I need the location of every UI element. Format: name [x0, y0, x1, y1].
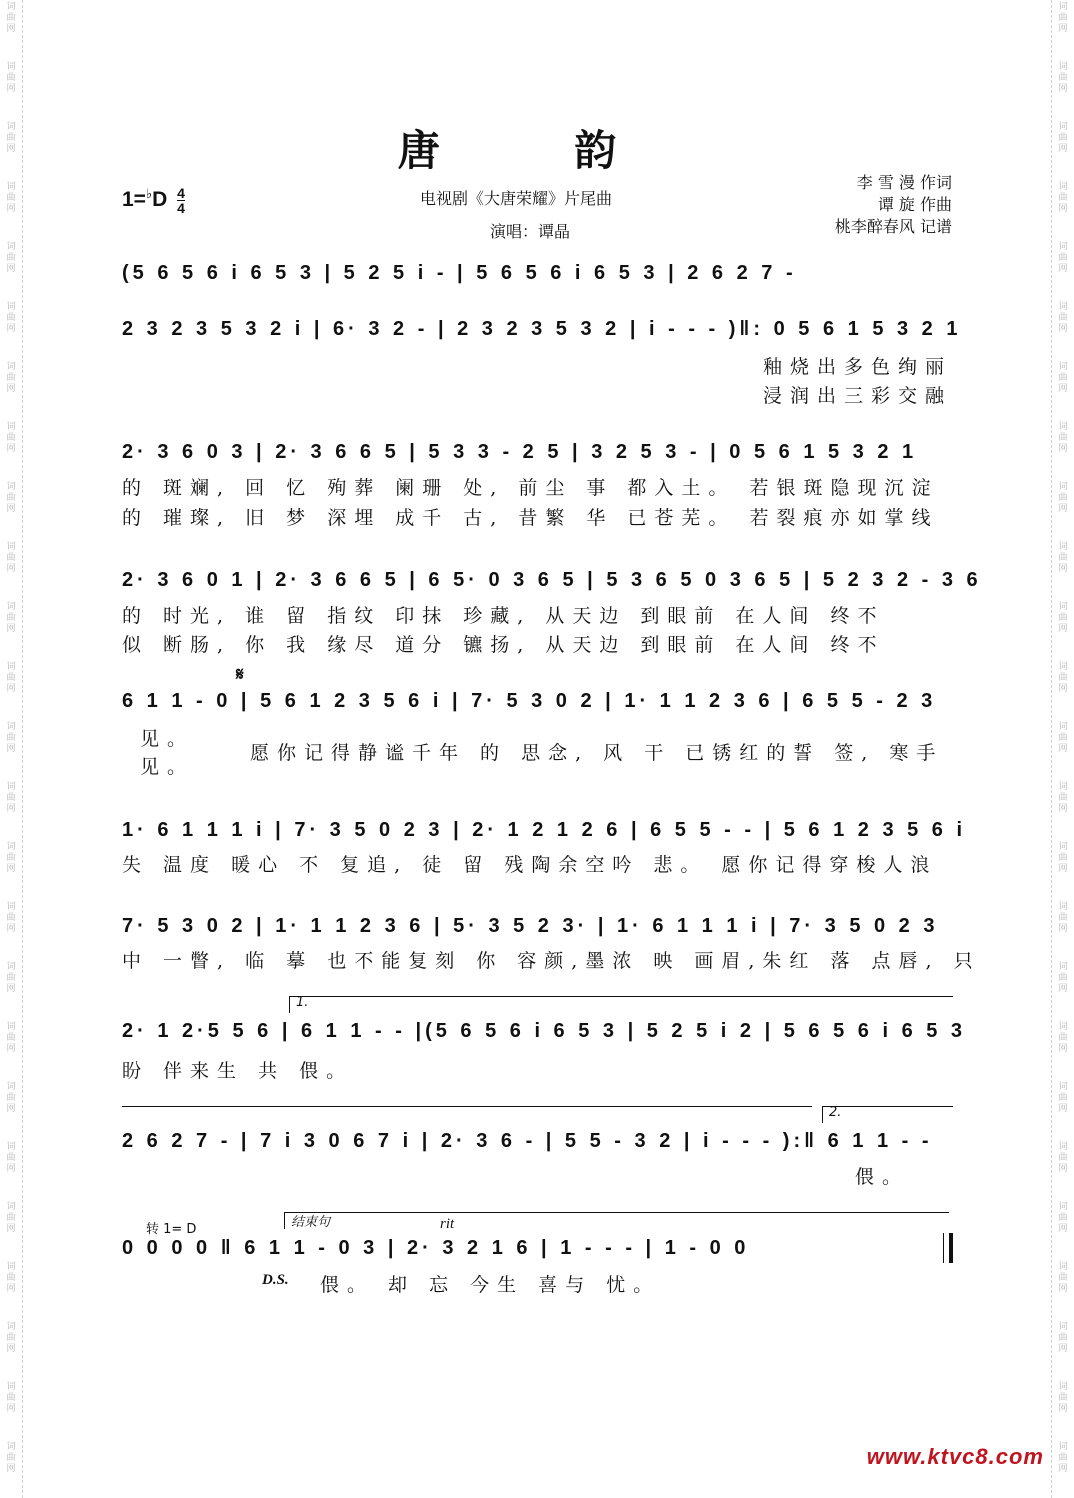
lyric-line: 愿你记得静谧千年 的 思念, 风 干 已锈红的誓 签, 寒手 — [250, 742, 944, 764]
side-mark-text: 词 曲 网 — [6, 1382, 16, 1414]
lyric-line: 失 温度 暖心 不 复追, 徒 留 残陶余空吟 悲。 愿你记得穿梭人浪 — [122, 854, 938, 876]
notation-text: 2· 3 6 0 1 | 2· 3 6 6 5 | 6 5· 0 3 6 5 | 5 3 6 5 0 3 6 5 | 5 2 3 2 - 3 6 — [122, 569, 982, 591]
key-change: 转 1= D — [146, 1222, 197, 1237]
volta-first-label: 1. — [296, 995, 309, 1010]
side-mark-text: 词 曲 网 — [1058, 302, 1068, 334]
site-watermark: www.ktvc8.com — [866, 1444, 1044, 1469]
volta-first-continuation — [122, 1106, 812, 1123]
staff-row-4 — [122, 565, 982, 599]
side-mark-text: 词 曲 网 — [6, 1202, 16, 1234]
lyric-line: 的 时光, 谁 留 指纹 印抹 珍藏, 从天边 到眼前 在人间 终不 — [122, 605, 885, 627]
side-mark-text: 词 曲 网 — [6, 422, 16, 454]
side-mark-text: 词 曲 网 — [6, 842, 16, 874]
side-mark-text: 词 曲 网 — [1058, 2, 1068, 34]
lyric-line: 见。 — [140, 728, 195, 750]
side-mark-text: 词 曲 网 — [1058, 1202, 1068, 1234]
side-mark-text: 词 曲 网 — [1058, 482, 1068, 514]
side-mark-text: 词 曲 网 — [1058, 782, 1068, 814]
lyric-line: 盼 伴来生 共 偎。 — [122, 1060, 354, 1082]
lyricist-credit: 李 雪 漫 作词 — [856, 173, 952, 192]
lyric-line: 偎。 却 忘 今生 喜与 忧。 — [320, 1274, 661, 1296]
side-mark-text: 词 曲 网 — [6, 182, 16, 214]
staff-row-10 — [122, 1233, 952, 1267]
song-title: 唐 韵 — [397, 126, 677, 175]
key-letter: D — [152, 188, 168, 212]
side-mark-text: 词 曲 网 — [1058, 122, 1068, 154]
key-label: 1= — [122, 188, 146, 212]
right-watermark-strip — [1051, 0, 1074, 1498]
lyric-line: 见。 — [140, 756, 195, 778]
side-mark-text: 词 曲 网 — [6, 1022, 16, 1054]
staff-row-8 — [122, 1016, 967, 1050]
side-mark-text: 词 曲 网 — [6, 722, 16, 754]
rit-mark: rit — [440, 1216, 455, 1232]
side-mark-text: 词 曲 网 — [1058, 962, 1068, 994]
side-mark-text: 词 曲 网 — [1058, 1442, 1068, 1474]
side-mark-text: 词 曲 网 — [1058, 842, 1068, 874]
side-mark-text: 词 曲 网 — [1058, 1382, 1068, 1414]
side-mark-text: 词 曲 网 — [6, 1262, 16, 1294]
side-mark-text: 词 曲 网 — [6, 902, 16, 934]
side-mark-text: 词 曲 网 — [1058, 1322, 1068, 1354]
credits — [835, 172, 952, 238]
lyric-line: 的 斑斓, 回 忆 殉葬 阑珊 处, 前尘 事 都入土。 若银斑隐现沉淀 — [122, 477, 939, 499]
notation-text: 1· 6 1 1 1 i | 7· 3 5 0 2 3 | 2· 1 2 1 2 6 | 6 5 5 - - | 5 6 1 2 3 5 6 i — [122, 819, 967, 841]
staff-row-7 — [122, 911, 952, 945]
composer-credit: 谭 旋 作曲 — [877, 195, 952, 214]
ds-mark: D.S. — [262, 1272, 289, 1288]
side-mark-text: 词 曲 网 — [6, 1322, 16, 1354]
notation-text: 6 1 1 - 0 | 5 6 1 2 3 5 6 i | 7· 5 3 0 2 | 1· 1 1 2 3 6 | 6 5 5 - 2 3 — [122, 690, 937, 712]
singer: 演唱：谭晶 — [490, 222, 571, 241]
side-mark-text: 词 曲 网 — [1058, 1142, 1068, 1174]
side-mark-text: 词 曲 网 — [6, 302, 16, 334]
side-mark-text: 词 曲 网 — [6, 1442, 16, 1474]
side-mark-text: 词 曲 网 — [6, 362, 16, 394]
side-mark-text: 词 曲 网 — [6, 242, 16, 274]
staff-row-5 — [122, 686, 952, 720]
final-barline — [943, 1233, 953, 1263]
notation-text: 0 0 0 0 ‖ 6 1 1 - 0 3 | 2· 3 2 1 6 | 1 - - - | 1 - 0 0 — [122, 1237, 750, 1259]
side-mark-text: 词 曲 网 — [6, 542, 16, 574]
lyric-line: 偎。 — [855, 1166, 910, 1188]
volta-second-ending — [822, 1106, 953, 1123]
side-mark-text: 词 曲 网 — [1058, 602, 1068, 634]
subtitle: 电视剧《大唐荣耀》片尾曲 — [420, 189, 613, 208]
side-mark-text: 词 曲 网 — [1058, 1262, 1068, 1294]
lyric-line: 的 璀璨, 旧 梦 深埋 成千 古, 昔繁 华 已苍芜。 若裂痕亦如掌线 — [122, 507, 939, 529]
time-top: 4 — [177, 185, 185, 201]
flat-sign: ♭ — [145, 186, 153, 202]
staff-row-6 — [122, 815, 967, 849]
side-mark-text: 词 曲 网 — [1058, 542, 1068, 574]
key-signature — [122, 186, 185, 215]
side-mark-text: 词 曲 网 — [1058, 422, 1068, 454]
coda-bracket — [284, 1212, 949, 1229]
lyric-line: 似 断肠, 你 我 缘尽 道分 镳扬, 从天边 到眼前 在人间 终不 — [122, 634, 885, 656]
segno-sign: 𝄋 — [236, 664, 244, 685]
side-mark-text: 词 曲 网 — [1058, 662, 1068, 694]
side-mark-text: 词 曲 网 — [1058, 722, 1068, 754]
notation-text: (5 6 5 6 i 6 5 3 | 5 2 5 i - | 5 6 5 6 i 6 5 3 | 2 6 2 7 - — [122, 262, 797, 284]
lyric-line: 釉烧出多色绚丽 — [762, 356, 952, 378]
side-mark-text: 词 曲 网 — [1058, 242, 1068, 274]
side-mark-text: 词 曲 网 — [6, 2, 16, 34]
lyric-line: 中 一瞥, 临 摹 也不能复刻 你 容颜,墨浓 映 画眉,朱红 落 点唇, 只 — [122, 950, 981, 972]
notation-text: 2· 1 2·5 5 6 | 6 1 1 - - |(5 6 5 6 i 6 5 3 | 5 2 5 i 2 | 5 6 5 6 i 6 5 3 — [122, 1020, 967, 1042]
side-mark-text: 词 曲 网 — [6, 482, 16, 514]
side-mark-text: 词 曲 网 — [6, 1082, 16, 1114]
side-mark-text: 词 曲 网 — [6, 1142, 16, 1174]
transcriber-credit: 桃李醉春风 记谱 — [834, 217, 952, 236]
notation-text: 2 6 2 7 - | 7 i 3 0 6 7 i | 2· 3 6 - | 5 5 - 3 2 | i - - - ):‖ 6 1 1 - - — [122, 1130, 933, 1152]
staff-row-1 — [122, 258, 952, 292]
notation-text: 2· 3 6 0 3 | 2· 3 6 6 5 | 5 3 3 - 2 5 | 3 2 5 3 - | 0 5 6 1 5 3 2 1 — [122, 441, 918, 463]
volta-first-ending — [289, 996, 953, 1013]
side-mark-text: 词 曲 网 — [1058, 182, 1068, 214]
lyric-line: 浸润出三彩交融 — [762, 385, 952, 407]
side-mark-text: 词 曲 网 — [6, 602, 16, 634]
staff-row-2 — [122, 314, 962, 348]
time-bottom: 4 — [177, 200, 185, 216]
side-mark-text: 词 曲 网 — [6, 662, 16, 694]
left-watermark-strip — [0, 0, 23, 1498]
notation-text: 2 3 2 3 5 3 2 i | 6· 3 2 - | 2 3 2 3 5 3 2 | i - - - )‖: 0 5 6 1 5 3 2 1 — [122, 318, 962, 340]
staff-row-9 — [122, 1126, 952, 1160]
coda-label: 结束句 — [291, 1215, 331, 1230]
time-signature — [177, 186, 185, 215]
staff-row-3 — [122, 437, 952, 471]
side-mark-text: 词 曲 网 — [1058, 1082, 1068, 1114]
side-mark-text: 词 曲 网 — [1058, 362, 1068, 394]
side-mark-text: 词 曲 网 — [6, 122, 16, 154]
side-mark-text: 词 曲 网 — [1058, 62, 1068, 94]
side-mark-text: 词 曲 网 — [6, 62, 16, 94]
side-mark-text: 词 曲 网 — [1058, 902, 1068, 934]
notation-text: 7· 5 3 0 2 | 1· 1 1 2 3 6 | 5· 3 5 2 3· | 1· 6 1 1 1 i | 7· 3 5 0 2 3 — [122, 915, 939, 937]
side-mark-text: 词 曲 网 — [6, 962, 16, 994]
side-mark-text: 词 曲 网 — [6, 782, 16, 814]
volta-second-label: 2. — [829, 1105, 842, 1120]
side-mark-text: 词 曲 网 — [1058, 1022, 1068, 1054]
